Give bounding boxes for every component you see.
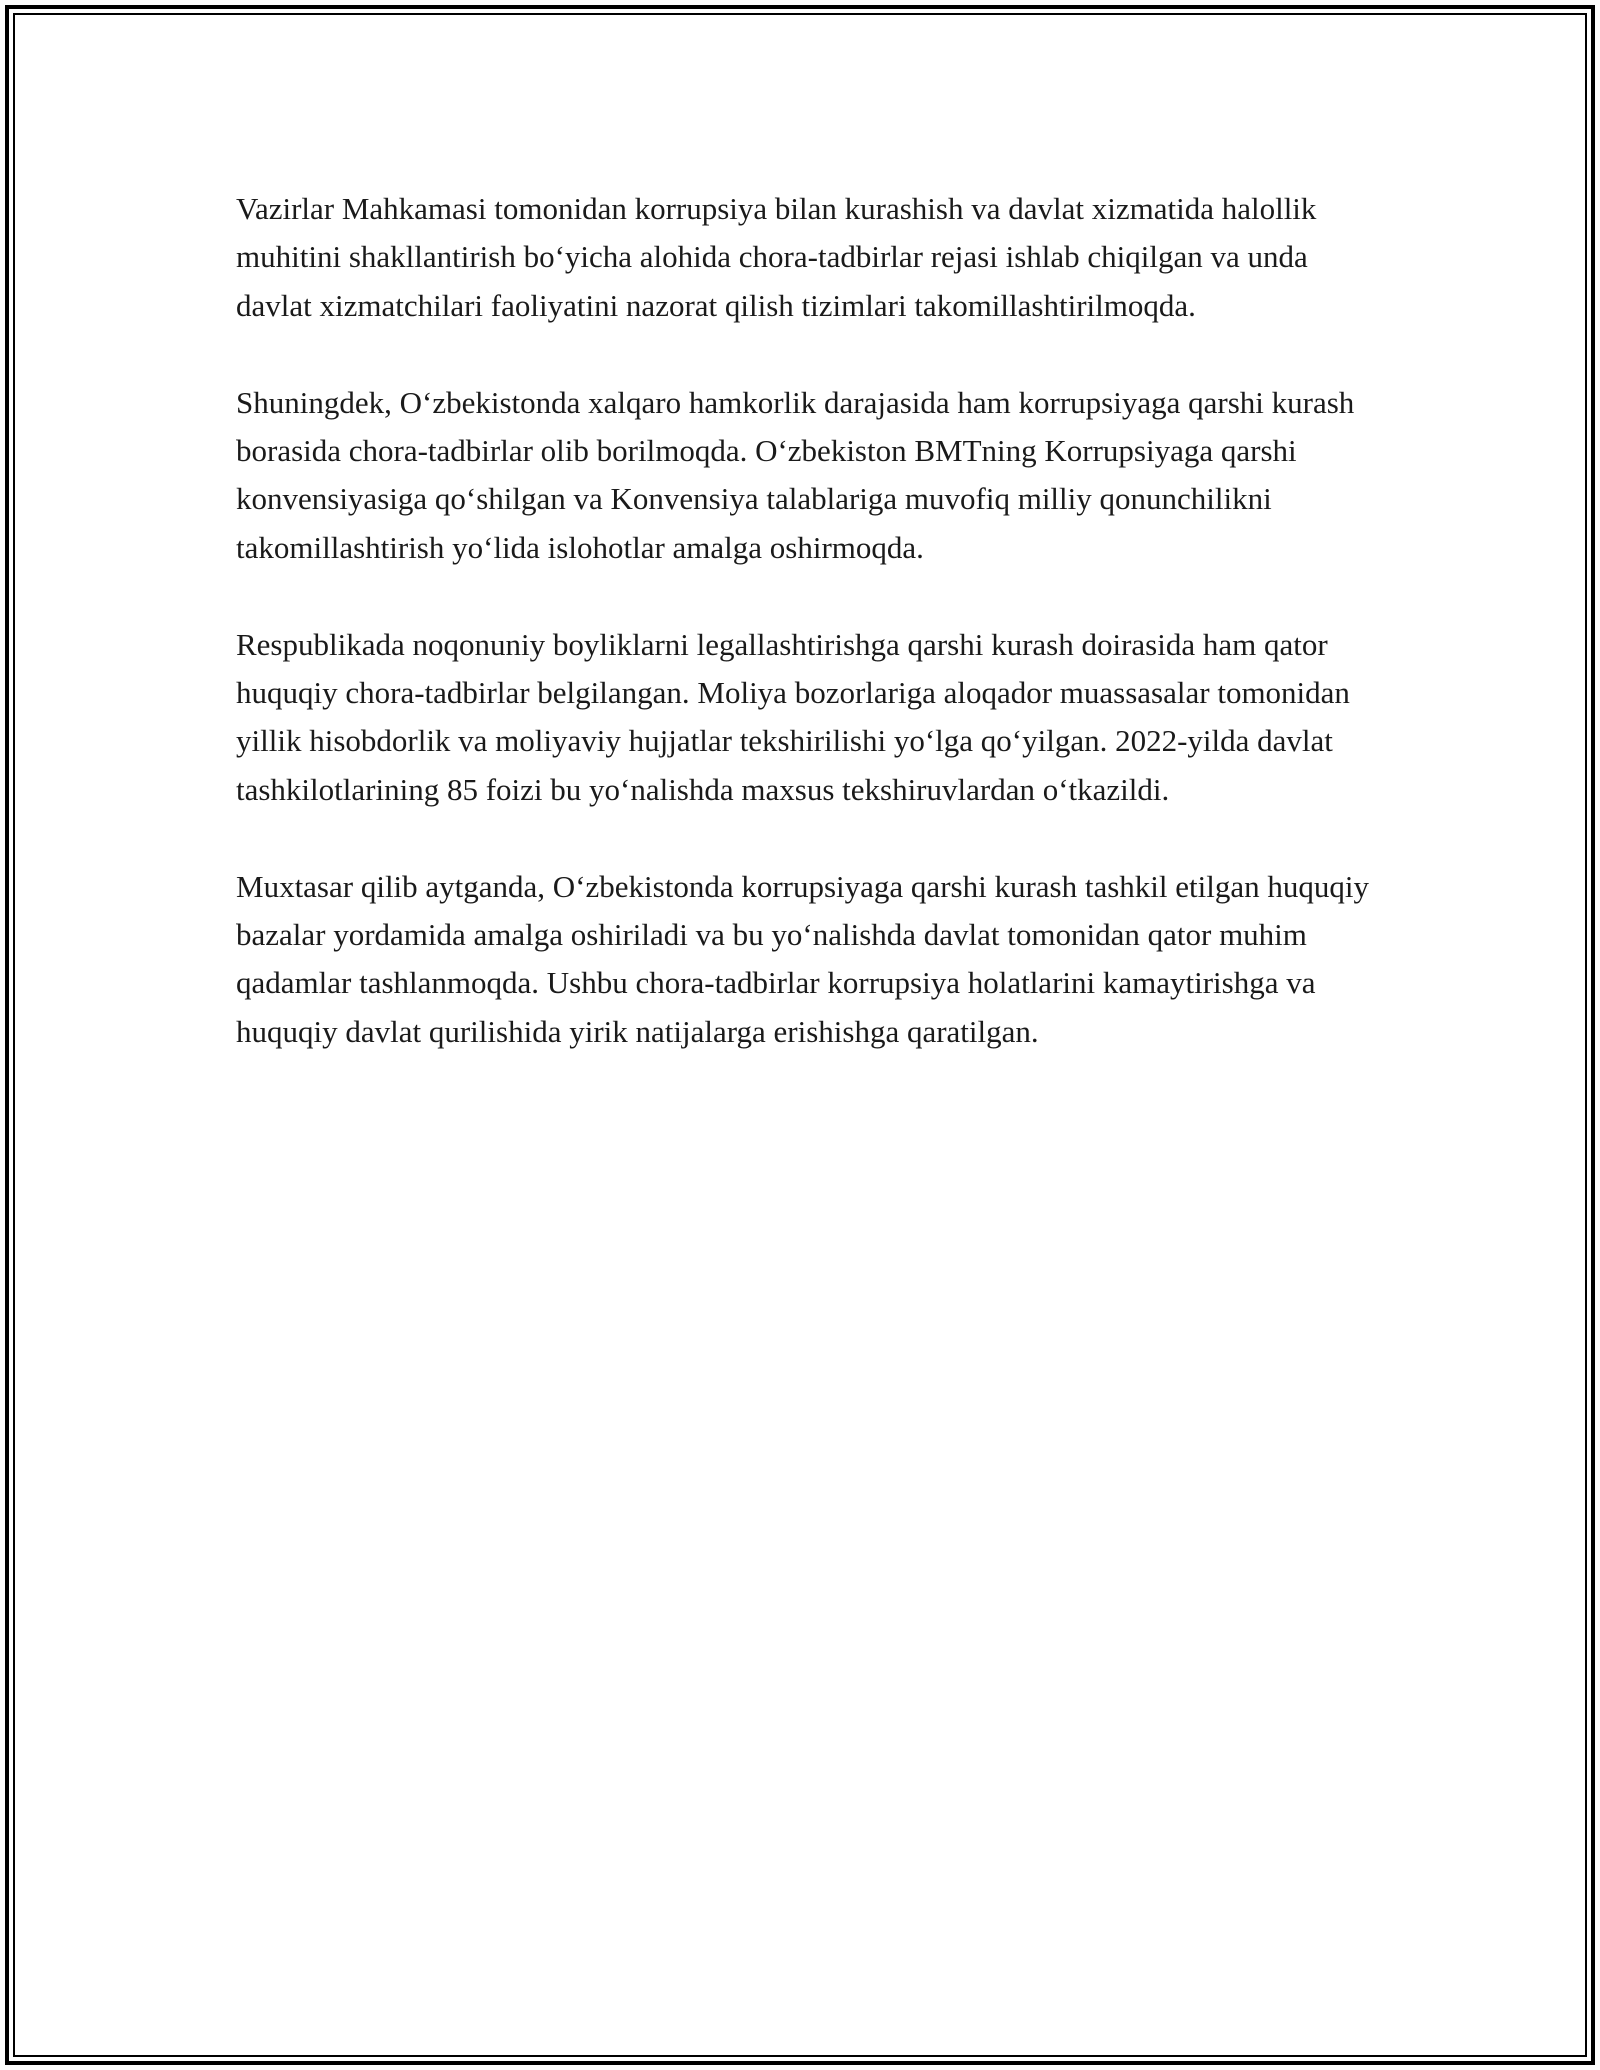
document-body — [236, 185, 1376, 1105]
paragraph-1: Vazirlar Mahkamasi tomonidan korrupsiya bilan kurashish va davlat xizmatida halollik muhitini shakllantirish bo‘yicha alohida chora-tadbirlar rejasi ishlab chiqilgan va unda davlat xizmatchilari faoliyatini nazorat qilish tizimlari takomillashtirilmoqda. — [236, 191, 1317, 323]
paragraph-3: Respublikada noqonuniy boyliklarni legallashtirishga qarshi kurash doirasida ham qator huquqiy chora-tadbirlar belgilangan. Moliya bozorlariga aloqador muassasalar tomonidan yillik hisobdorlik va moliyaviy hujjatlar tekshirilishi yo‘lga qo‘yilgan. 2022-yilda davlat tashkilotlarining 85 foizi bu yo‘nalishda maxsus tekshiruvlardan o‘tkazildi. — [236, 626, 1350, 807]
paragraph-4: Muxtasar qilib aytganda, O‘zbekistonda korrupsiyaga qarshi kurash tashkil etilgan huquqiy bazalar yordamida amalga oshiriladi va bu yo‘nalishda davlat tomonidan qator muhim qadamlar tashlanmoqda. Ushbu chora-tadbirlar korrupsiya holatlarini kamaytirishga va huquqiy davlat qurilishida yirik natijalarga erishishga qaratilgan. — [236, 868, 1369, 1049]
paragraph-2: Shuningdek, O‘zbekistonda xalqaro hamkorlik darajasida ham korrupsiyaga qarshi kurash borasida chora-tadbirlar olib borilmoqda. O‘zbekiston BMTning Korrupsiyaga qarshi konvensiyasiga qo‘shilgan va Konvensiya talablariga muvofiq milliy qonunchilikni takomillashtirish yo‘lida islohotlar amalga oshirmoqda. — [236, 384, 1355, 565]
